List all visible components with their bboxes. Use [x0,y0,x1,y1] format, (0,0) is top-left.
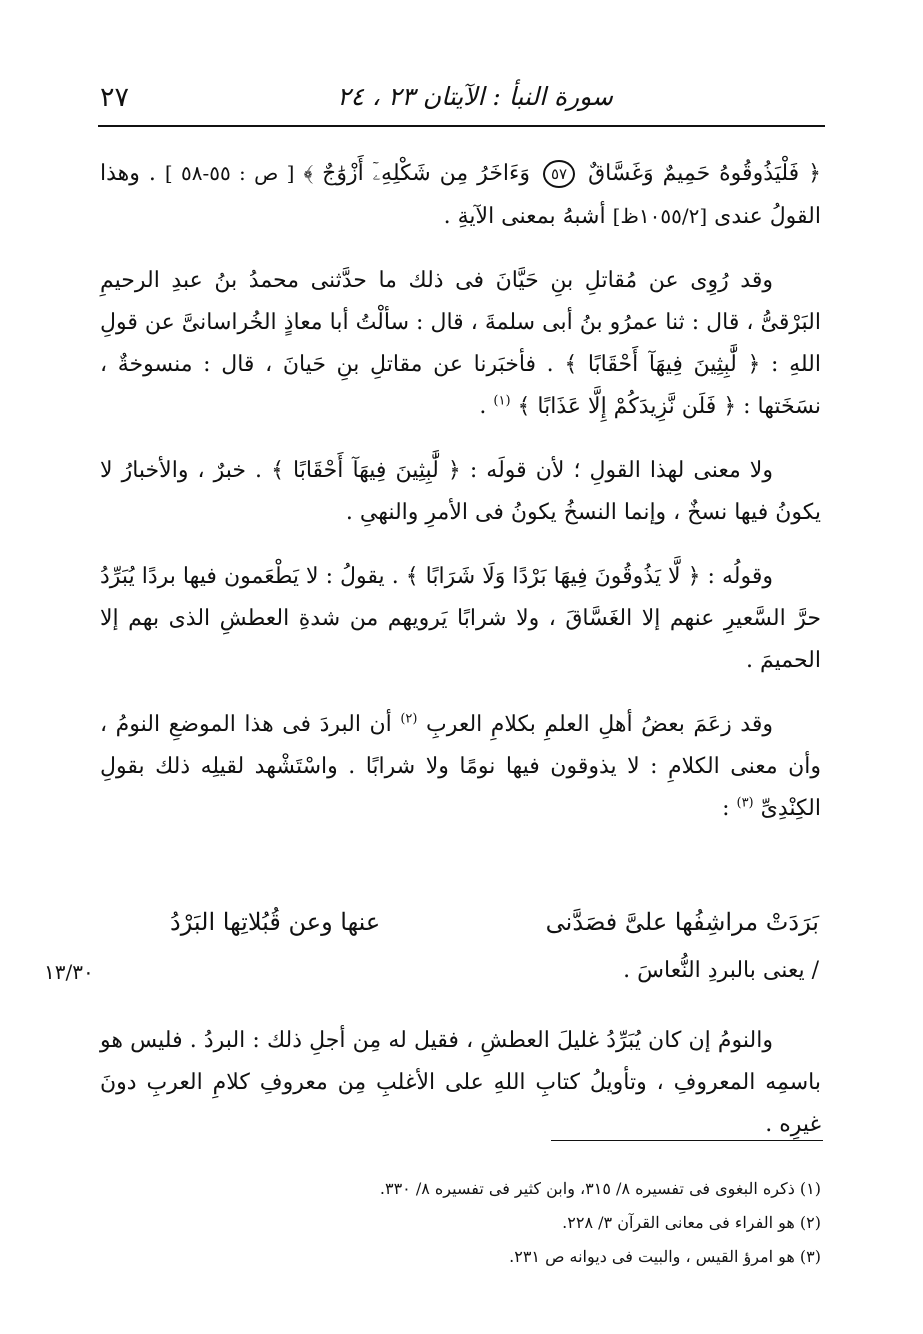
paragraph-text: أن البردَ فى هذا الموضعِ النومُ ، وأن معنى الكلامِ : لا يذوقون فيها نومًا ولا شرابًا . واسْتَشْهد لقيلِه ذلك بقولِ الكِنْدِىِّ [100,712,821,821]
quran-verse: ﴿ لَّا يَذُوقُونَ فِيهَا بَرْدًا وَلَا شَرَابًا ﴾ [405,564,701,589]
verse-citation: [ ص : ٥٥-٥٨ ] [164,161,295,185]
paragraph-text: والنومُ إن كان يُبَرِّدُ غليلَ العطشِ ، فقيل له مِن أجلِ ذلك : البردُ . فليس هو باسمِه المعروفِ ، وتأويلُ كتابِ اللهِ على الأغلبِ مِن معروفِ كلامِ العربِ دونَ غيرِه . [100,1028,821,1137]
paragraph-text: . [479,394,487,419]
quran-verse: ﴿ لَّٰبِثِينَ فِيهَآ أَحْقَابًا ﴾ [564,352,761,377]
running-header [100,78,823,122]
main-text [100,152,821,852]
poem-gloss: / يعنى بالبردِ النُّعاسَ . [623,958,819,983]
paragraph-text: : [722,796,730,821]
paragraph-text: . يقولُ : لا يَطْعَمون فيها بردًا يُبَرِّدُ حرَّ السَّعيرِ عنهم إلا الغَسَّاقَ ، ولا شرابًا يَرويهم من شدةِ العطشِ الذى بهم إلا الحميمَ . [100,564,821,673]
quran-verse: ﴿ لَّٰبِثِينَ فِيهَآ أَحْقَابًا ﴾ [271,458,461,483]
poem-first-hemistich: بَرَدَتْ مراشِفُها علىَّ فصَدَّنى [545,908,819,936]
verse-number-marker: ٥٧ [543,160,575,188]
poem-second-hemistich: عنها وعن قُبُلاتِها البَرْدُ [170,908,381,936]
paragraph-text: وقد زعَمَ بعضُ أهلِ العلمِ بكلامِ العربِ [426,712,773,737]
footnote-separator [551,1140,823,1141]
paragraph-5 [100,704,821,830]
poem-verse [170,900,819,948]
paragraph-text: . وهذا القولُ عندى [100,161,821,229]
paragraph-6 [100,1020,821,1168]
paragraph-3 [100,450,821,534]
footnotes [100,1172,821,1274]
paragraph-text: وقولُه : [707,564,773,589]
footnote-3: (٣) هو امرؤ القيس ، والبيت فى ديوانه ص ٢٣١. [509,1247,821,1266]
quran-verse: ﴿ فَلَن نَّزِيدَكُمْ إِلَّا عَذَابًا ﴾ [517,394,737,419]
footnote-ref-3[interactable]: (٣) [736,795,754,811]
footnote-2: (٢) هو الفراء فى معانى القرآن ٣/ ٢٢٨. [562,1213,821,1232]
manuscript-page-ref: [١٠٥٥/٢ظ] [612,204,708,228]
paragraph-text: . خبرٌ ، والأخبارُ لا يكونُ فيها نسخٌ ، وإنما النسخُ يكونُ فى الأمرِ والنهىِ . [100,458,821,525]
footnote-ref-1[interactable]: (١) [493,393,511,409]
page-number: ٢٧ [100,82,130,113]
paragraph-text: . فأخبَرنا عن مقاتلِ بنِ حَيانَ ، قال : منسوخةٌ ، نسَخَتها : [100,352,821,419]
paragraph-text: ولا معنى لهذا القولِ ؛ لأن قولَه : [469,458,773,483]
paragraph-text: وقد رُوِى عن مُقاتلِ بنِ حَيَّانَ فى ذلك ما حدَّثنى محمدُ بنُ عبدِ الرحيمِ البَرْقىُّ ، قال : ثنا عمرُو بنُ أبى سلمةَ ، قال : سألْتُ أبا معاذٍ الخُراسانىَّ عن قولِ اللهِ : [100,268,821,377]
quran-verse: وَءَاخَرُ مِن شَكْلِهِۦٓ أَزْوَٰجٌ ﴾ [303,161,530,186]
paragraph-text: أشبهُ بمعنى الآيةِ . [443,204,606,229]
paragraph-1 [100,152,821,238]
paragraph-2 [100,260,821,428]
footnote-ref-2[interactable]: (٢) [400,711,418,727]
margin-page-reference: ١٣/٣٠ [44,960,94,984]
header-title: سورة النبأ : الآيتان ٢٣ ، ٢٤ [337,82,613,111]
quran-verse: ﴿ فَلْيَذُوقُوهُ حَمِيمٌ وَغَسَّاقٌ [588,161,822,186]
footnote-1: (١) ذكره البغوى فى تفسيره ٨/ ٣١٥، وابن كثير فى تفسيره ٨/ ٣٣٠. [379,1179,821,1198]
paragraph-4 [100,556,821,682]
header-rule [98,125,825,127]
